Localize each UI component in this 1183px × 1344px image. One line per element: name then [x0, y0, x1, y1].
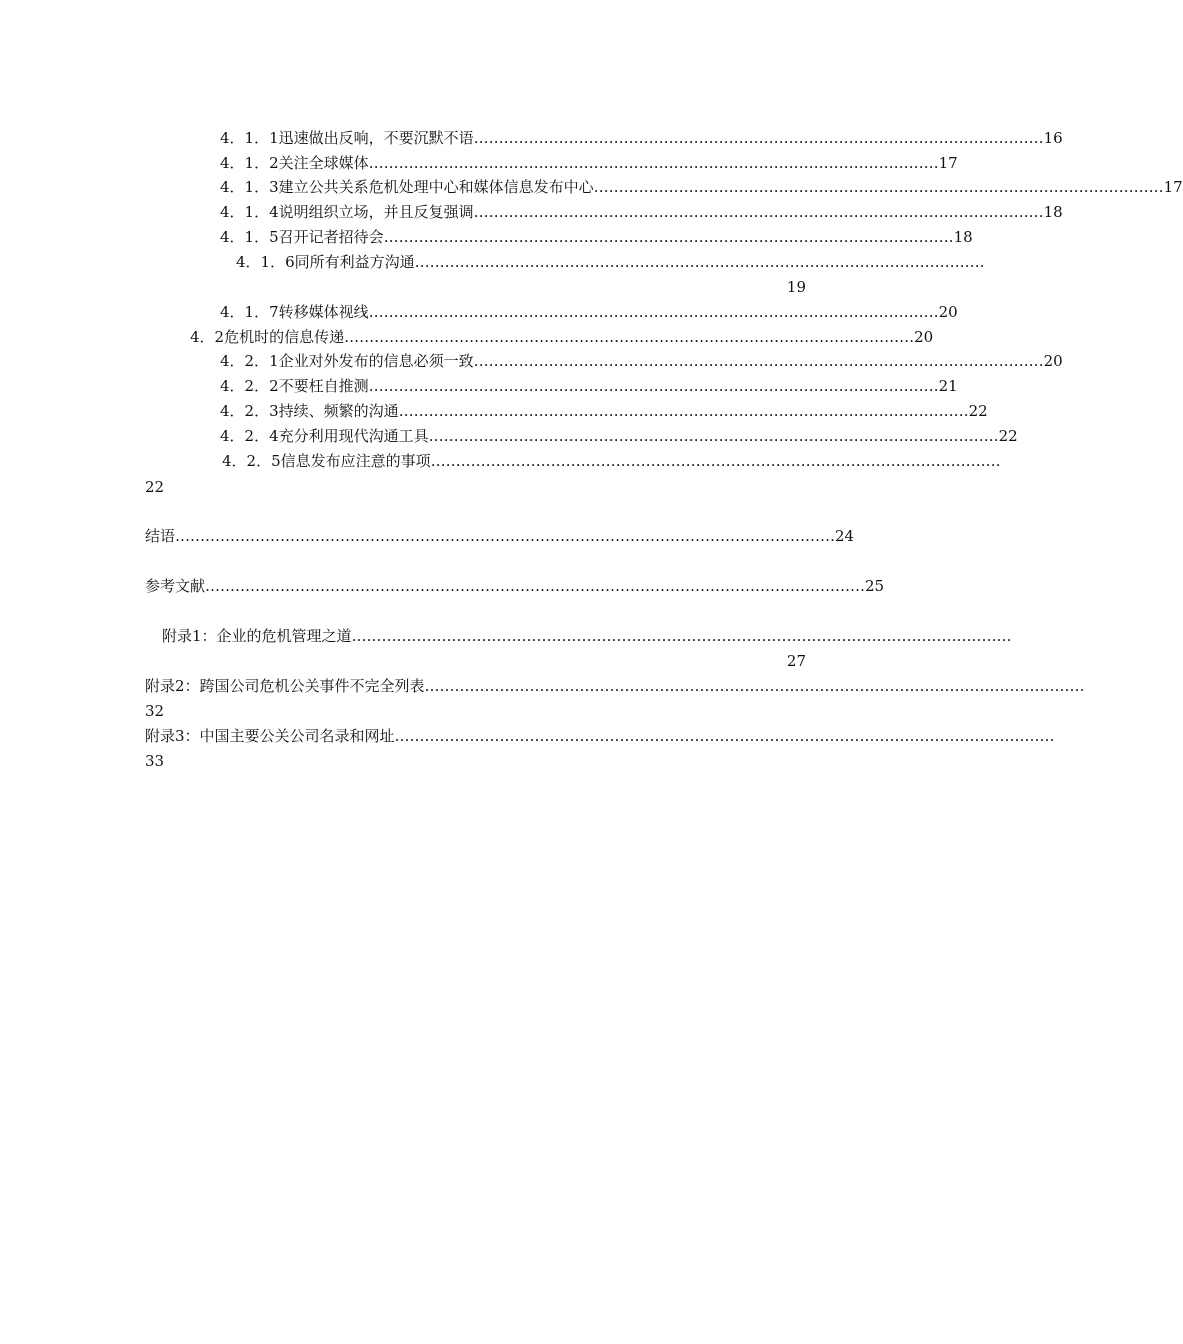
toc-entry[interactable] [220, 400, 988, 422]
toc-entry-title: 4．1．4说明组织立场，并且反复强调 [220, 203, 474, 221]
toc-entry-title: 参考文献 [145, 577, 206, 595]
toc-entry-title: 4．2．4充分利用现代沟通工具 [220, 427, 429, 445]
toc-leader-dots: …………………………………………………………………………………………………… [368, 303, 939, 321]
toc-page-number: 22 [968, 402, 988, 420]
toc-leader-dots: …………………………………………………………………………………………………… [383, 228, 954, 246]
toc-entry-title: 4．1．1迅速做出反响，不要沉默不语 [220, 129, 474, 147]
toc-leader-dots: …………………………………………………………………………………………………………………… [424, 677, 1085, 695]
toc-leader-dots: …………………………………………………………………………………………………… [398, 402, 969, 420]
toc-entry-title: 4．2．3持续、频繁的沟通 [220, 402, 399, 420]
toc-entry-title: 4．1．6同所有利益方沟通 [236, 253, 415, 271]
toc-leader-dots: …………………………………………………………………………………………………………………… [205, 577, 866, 595]
toc-leader-dots: …………………………………………………………………………………………………… [344, 328, 915, 346]
toc-entry-title: 附录3：中国主要公关公司名录和网址 [145, 727, 395, 745]
toc-leader-dots: …………………………………………………………………………………………………… [368, 377, 939, 395]
toc-page-number: 20 [938, 303, 958, 321]
toc-entry[interactable] [145, 575, 885, 597]
toc-page-number: 16 [1043, 129, 1063, 147]
toc-leader-dots: …………………………………………………………………………………………………… [473, 129, 1044, 147]
toc-page-number: 27 [786, 652, 806, 670]
toc-entry[interactable] [236, 251, 985, 273]
toc-leader-dots: …………………………………………………………………………………………………… [593, 178, 1164, 196]
toc-entry[interactable] [222, 450, 1001, 472]
toc-entry-title: 结语 [145, 527, 176, 545]
toc-page-number: 18 [1043, 203, 1063, 221]
toc-entry[interactable] [220, 350, 1063, 372]
toc-entry-title: 4．2危机时的信息传递 [190, 328, 345, 346]
toc-entry[interactable] [220, 301, 958, 323]
toc-entry[interactable] [220, 152, 958, 174]
toc-entry-title: 4．2．1企业对外发布的信息必须一致 [220, 352, 474, 370]
toc-entry-title: 4．1．7转移媒体视线 [220, 303, 369, 321]
toc-page-number: 33 [145, 752, 165, 770]
toc-leader-dots: …………………………………………………………………………………………………… [428, 427, 999, 445]
toc-entry[interactable] [220, 425, 1018, 447]
toc-entry-title: 4．1．3建立公共关系危机处理中心和媒体信息发布中心 [220, 178, 594, 196]
toc-leader-dots: …………………………………………………………………………………………………………………… [351, 627, 1012, 645]
toc-leader-dots: …………………………………………………………………………………………………………………… [175, 527, 836, 545]
toc-page-number: 32 [145, 702, 165, 720]
toc-entry[interactable] [220, 226, 973, 248]
toc-page-number: 22 [998, 427, 1018, 445]
toc-page-number: 24 [835, 527, 855, 545]
toc-entry-title: 4．1．5召开记者招待会 [220, 228, 384, 246]
toc-leader-dots: …………………………………………………………………………………………………… [430, 452, 1001, 470]
toc-entry[interactable] [145, 525, 855, 547]
toc-leader-dots: …………………………………………………………………………………………………………………… [394, 727, 1055, 745]
toc-page-number: 20 [1043, 352, 1063, 370]
toc-entry[interactable] [190, 326, 934, 348]
toc-leader-dots: …………………………………………………………………………………………………… [473, 203, 1044, 221]
toc-page-number: 17 [938, 154, 958, 172]
toc-entry-title: 4．1．2关注全球媒体 [220, 154, 369, 172]
toc-page-number: 21 [938, 377, 958, 395]
toc-page-number: 25 [865, 577, 885, 595]
toc-entry[interactable] [220, 375, 958, 397]
toc-page-number: 17 [1163, 178, 1183, 196]
toc-entry-title: 附录2：跨国公司危机公关事件不完全列表 [145, 677, 425, 695]
toc-leader-dots: …………………………………………………………………………………………………… [473, 352, 1044, 370]
toc-leader-dots: …………………………………………………………………………………………………… [368, 154, 939, 172]
toc-entry[interactable] [220, 127, 1063, 149]
toc-leader-dots: …………………………………………………………………………………………………… [414, 253, 985, 271]
toc-entry-title: 附录1：企业的危机管理之道 [162, 627, 352, 645]
toc-entry[interactable] [162, 625, 1012, 647]
toc-entry-title: 4．2．2不要枉自推测 [220, 377, 369, 395]
toc-page-number: 22 [145, 478, 165, 496]
toc-entry[interactable] [145, 725, 1055, 747]
toc-page-number: 18 [953, 228, 973, 246]
toc-page-number: 19 [786, 278, 806, 296]
toc-page-number: 20 [914, 328, 934, 346]
toc-entry[interactable] [145, 675, 1085, 697]
toc-entry-title: 4．2．5信息发布应注意的事项 [222, 452, 431, 470]
toc-entry[interactable] [220, 201, 1063, 223]
toc-entry[interactable] [220, 176, 1183, 198]
